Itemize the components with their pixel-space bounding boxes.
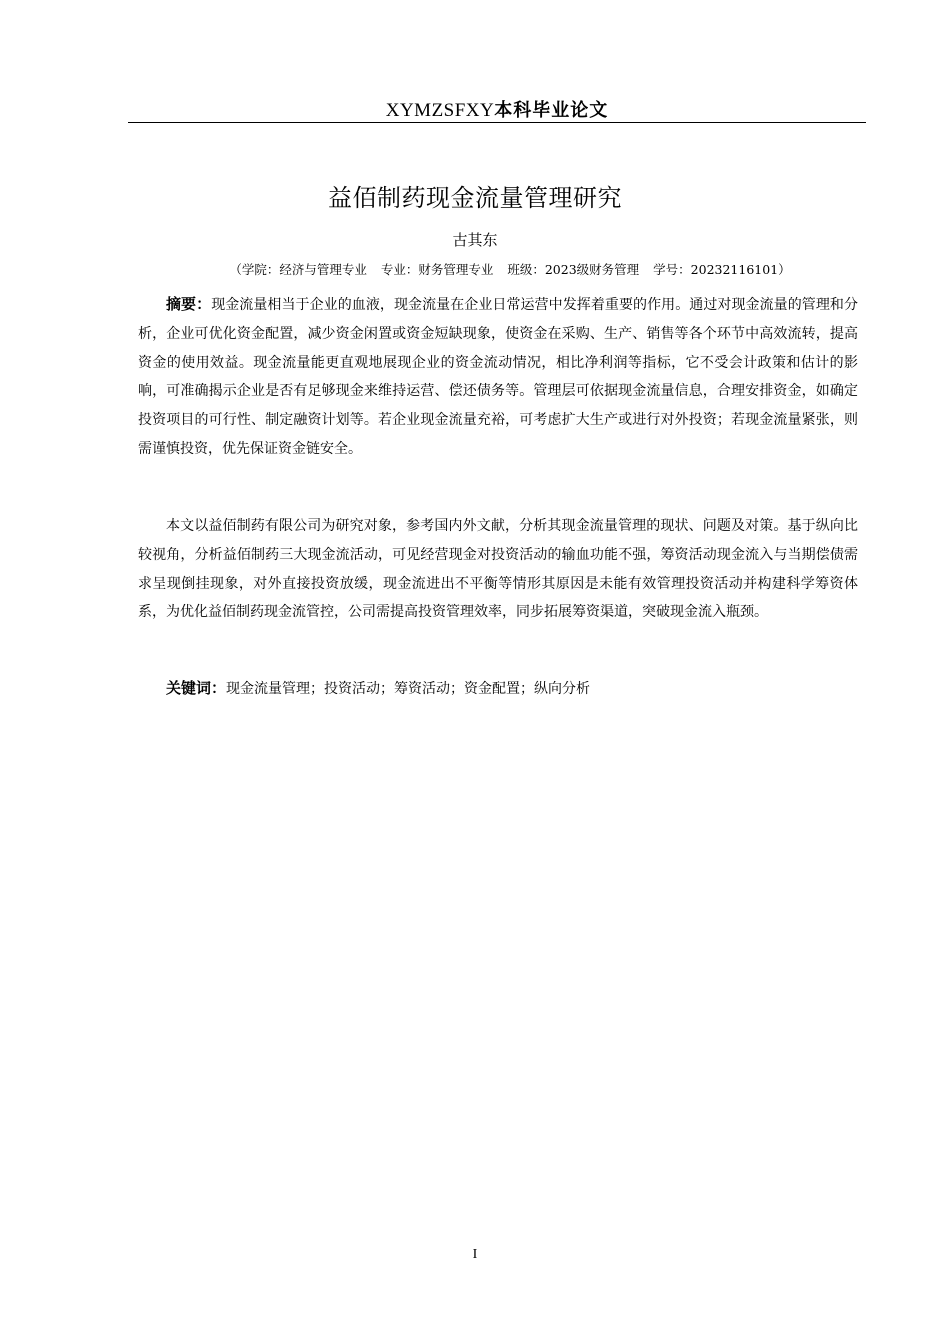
affiliation-student-id: 学号：20232116101 xyxy=(653,262,779,277)
abstract-text-1: 现金流量相当于企业的血液，现金流量在企业日常运营中发挥着重要的作用。通过对现金流量的管理和分析，企业可优化资金配置，减少资金闲置或资金短缺现象，使资金在采购、生产、销售等各个环节中高效流转，提高资金的使用效益。现金流量能更直观地展现企业的资金流动情况，相比净利润等指标，它不受会计政策和估计的影响，可准确揭示企业是否有足够现金来维持运营、偿还债务等。管理层可依据现金流量信息，合理安排资金，如确定投资项目的可行性、制定融资计划等。若企业现金流量充裕，可考虑扩大生产或进行对外投资；若现金流量紧张，则需谨慎投资，优先保证资金链安全。 xyxy=(138,297,858,457)
affiliation-major: 专业：财务管理专业 xyxy=(380,262,494,277)
abstract-paragraph-2: 本文以益佰制药有限公司为研究对象，参考国内外文献，分析其现金流量管理的现状、问题及对策。基于纵向比较视角，分析益佰制药三大现金流活动，可见经营现金对投资活动的输血功能不强，筹资活动现金流入与当期偿债需求呈现倒挂现象，对外直接投资放缓，现金流进出不平衡等情形其原因是未能有效管理投资活动并构建科学筹资体系，为优化益佰制药现金流管控，公司需提高投资管理效率，同步拓展筹资渠道，突破现金流入瓶颈。 xyxy=(138,518,858,621)
paper-title: 益佰制药现金流量管理研究 xyxy=(328,184,622,212)
author-name: 古其东 xyxy=(452,231,498,249)
abstract-label: 摘要： xyxy=(166,295,212,313)
page-number: I xyxy=(472,1247,478,1262)
keywords-label: 关键词： xyxy=(166,679,227,697)
affiliation-open-paren: （ xyxy=(229,262,242,277)
author-affiliation xyxy=(0,261,950,279)
page-header xyxy=(128,96,866,123)
header-latin-text: XYMZSFXY xyxy=(385,100,495,121)
affiliation-close-paren: ） xyxy=(778,262,791,277)
abstract-paragraph-1 xyxy=(138,290,858,464)
header-cjk-text: 本科毕业论文 xyxy=(494,100,609,121)
keywords-text: 现金流量管理；投资活动；筹资活动；资金配置；纵向分析 xyxy=(226,681,591,697)
keywords-paragraph xyxy=(138,674,858,704)
affiliation-class: 班级：2023级财务管理 xyxy=(507,262,640,277)
affiliation-college: 学院：经济与管理专业 xyxy=(241,262,367,277)
